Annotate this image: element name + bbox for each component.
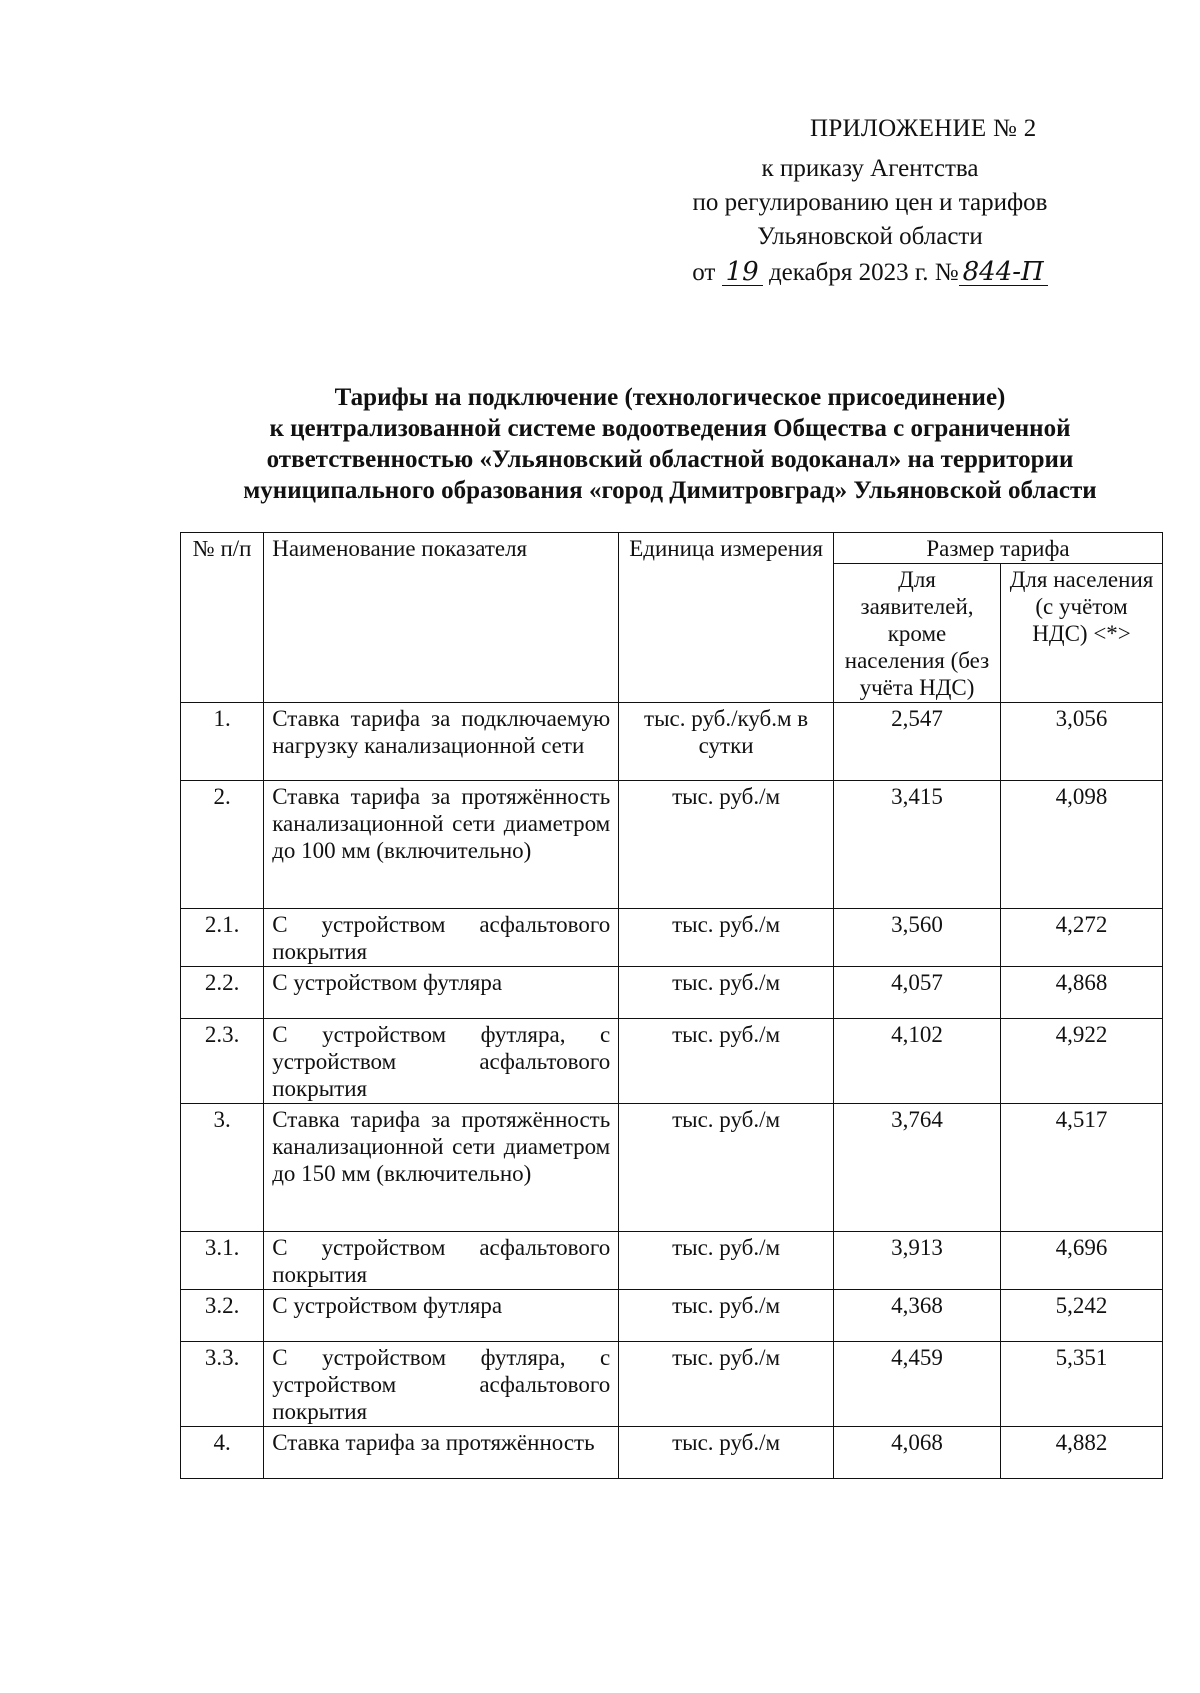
- row-value-applicants: 4,368: [833, 1290, 1000, 1342]
- row-value-applicants: 3,913: [833, 1232, 1000, 1290]
- date-prefix: от: [692, 259, 716, 286]
- row-num: 3.2.: [181, 1290, 264, 1342]
- appendix-line: по регулированию цен и тарифов: [692, 189, 1048, 216]
- title-line: ответственностью «Ульяновский областной водоканал» на территории: [266, 446, 1074, 473]
- appendix-title: ПРИЛОЖЕНИЕ № 2: [810, 115, 1037, 142]
- tariff-table: [180, 532, 1163, 1479]
- row-unit: тыс. руб./м: [619, 1019, 834, 1104]
- row-unit: тыс. руб./м: [619, 1342, 834, 1427]
- header-name: Наименование показателя: [264, 533, 619, 703]
- table-row: [181, 1232, 1163, 1290]
- table-row: [181, 1290, 1163, 1342]
- row-value-population: 4,517: [1001, 1104, 1163, 1232]
- row-num: 2.1.: [181, 909, 264, 967]
- table-row: [181, 1342, 1163, 1427]
- table-row: [181, 1104, 1163, 1232]
- row-name: Ставка тарифа за протяжённость канализационной сети диаметром до 100 мм (включительно): [264, 781, 619, 909]
- row-name: С устройством футляра, с устройством асфальтового покрытия: [264, 1019, 619, 1104]
- header-num: № п/п: [181, 533, 264, 703]
- row-value-applicants: 4,102: [833, 1019, 1000, 1104]
- row-unit: тыс. руб./м: [619, 781, 834, 909]
- row-value-population: 4,098: [1001, 781, 1163, 909]
- row-unit: тыс. руб./м: [619, 909, 834, 967]
- table-row: [181, 781, 1163, 909]
- title-line: муниципального образования «город Димитровград» Ульяновской области: [243, 477, 1097, 504]
- row-unit: тыс. руб./м: [619, 1232, 834, 1290]
- row-num: 3.1.: [181, 1232, 264, 1290]
- row-name: С устройством футляра, с устройством асфальтового покрытия: [264, 1342, 619, 1427]
- row-value-applicants: 3,560: [833, 909, 1000, 967]
- row-value-population: 5,351: [1001, 1342, 1163, 1427]
- row-num: 3.: [181, 1104, 264, 1232]
- appendix-line: Ульяновской области: [757, 223, 983, 250]
- title-line: к централизованной системе водоотведения Общества с ограниченной: [269, 415, 1071, 442]
- row-unit: тыс. руб./м: [619, 1290, 834, 1342]
- table-body: [181, 703, 1163, 1479]
- row-num: 2.: [181, 781, 264, 909]
- row-value-population: 4,882: [1001, 1427, 1163, 1479]
- row-name: Ставка тарифа за подключаемую нагрузку канализационной сети: [264, 703, 619, 781]
- handwritten-order-number: 844-П: [959, 259, 1048, 286]
- row-name: С устройством футляра: [264, 967, 619, 1019]
- row-name: Ставка тарифа за протяжённость: [264, 1427, 619, 1479]
- row-num: 3.3.: [181, 1342, 264, 1427]
- row-num: 2.3.: [181, 1019, 264, 1104]
- row-name: С устройством асфальтового покрытия: [264, 1232, 619, 1290]
- row-num: 4.: [181, 1427, 264, 1479]
- row-value-population: 3,056: [1001, 703, 1163, 781]
- row-value-population: 4,696: [1001, 1232, 1163, 1290]
- header-population: Для населения (с учётом НДС) <*>: [1001, 564, 1163, 703]
- row-value-population: 5,242: [1001, 1290, 1163, 1342]
- header-unit: Единица измерения: [619, 533, 834, 703]
- table-row: [181, 967, 1163, 1019]
- header-applicants: Для заявителей, кроме населения (без учёта НДС): [833, 564, 1000, 703]
- row-value-applicants: 2,547: [833, 703, 1000, 781]
- document-title: [160, 382, 1180, 506]
- date-middle: декабря 2023 г. №: [768, 259, 959, 286]
- title-line: Тарифы на подключение (технологическое присоединение): [334, 384, 1006, 411]
- row-value-applicants: 3,415: [833, 781, 1000, 909]
- row-name: Ставка тарифа за протяжённость канализационной сети диаметром до 150 мм (включительно): [264, 1104, 619, 1232]
- table-row: [181, 1427, 1163, 1479]
- row-unit: тыс. руб./м: [619, 967, 834, 1019]
- table-row: [181, 909, 1163, 967]
- row-value-population: 4,922: [1001, 1019, 1163, 1104]
- row-name: С устройством футляра: [264, 1290, 619, 1342]
- row-value-applicants: 4,459: [833, 1342, 1000, 1427]
- row-name: С устройством асфальтового покрытия: [264, 909, 619, 967]
- table-row: [181, 703, 1163, 781]
- table-header-row: [181, 533, 1163, 564]
- row-unit: тыс. руб./м: [619, 1427, 834, 1479]
- appendix-block: [620, 112, 1120, 290]
- row-value-population: 4,272: [1001, 909, 1163, 967]
- appendix-line: к приказу Агентства: [761, 155, 979, 182]
- header-tariff-size: Размер тарифа: [833, 533, 1162, 564]
- row-value-applicants: 4,057: [833, 967, 1000, 1019]
- row-num: 2.2.: [181, 967, 264, 1019]
- row-value-applicants: 4,068: [833, 1427, 1000, 1479]
- row-value-applicants: 3,764: [833, 1104, 1000, 1232]
- order-date-line: [620, 256, 1120, 290]
- table-row: [181, 1019, 1163, 1104]
- row-value-population: 4,868: [1001, 967, 1163, 1019]
- handwritten-day: 19: [722, 259, 763, 286]
- row-num: 1.: [181, 703, 264, 781]
- row-unit: тыс. руб./м: [619, 1104, 834, 1232]
- row-unit: тыс. руб./куб.м в сутки: [619, 703, 834, 781]
